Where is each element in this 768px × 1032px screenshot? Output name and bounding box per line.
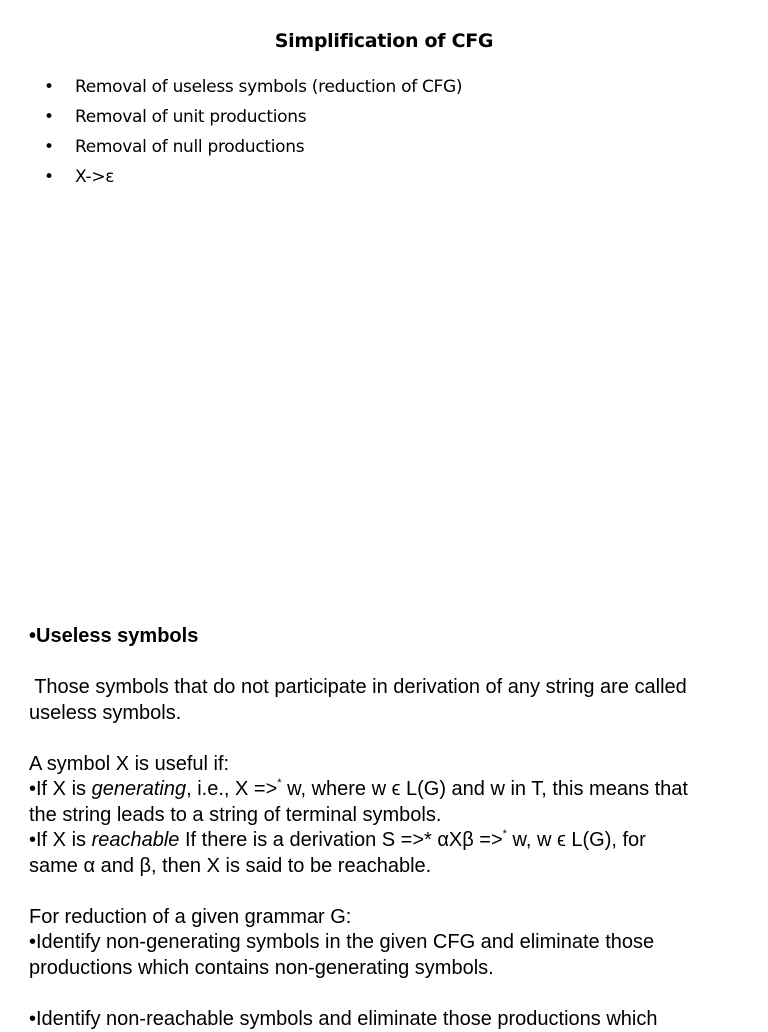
- generating-rest: w, where w ϵ L(G) and w in T, this means that: [282, 778, 688, 800]
- list-item: [44, 134, 462, 164]
- reduction-intro: For reduction of a given grammar G:: [29, 905, 749, 931]
- intro-line: useless symbols.: [29, 701, 749, 727]
- superscript-star: *: [503, 828, 507, 840]
- reachable-rest: w, w ϵ L(G), for: [507, 829, 646, 851]
- reachable-line: [29, 828, 749, 854]
- section-heading: •Useless symbols: [29, 624, 749, 650]
- list-item: [44, 164, 462, 194]
- superscript-star: *: [277, 777, 281, 789]
- list-item: [44, 74, 462, 104]
- bullet-icon: •: [44, 104, 75, 134]
- generating-prefix: •If X is: [29, 778, 92, 800]
- simplification-bullet-list: [44, 74, 462, 194]
- list-item-text: Removal of unit productions: [75, 104, 306, 134]
- generating-line: [29, 777, 749, 803]
- useful-intro: A symbol X is useful if:: [29, 752, 749, 778]
- step-line: •Identify non-reachable symbols and eliminate those productions which: [29, 1007, 749, 1032]
- step-line: productions which contains non-generating symbols.: [29, 956, 749, 982]
- list-item: [44, 104, 462, 134]
- reachable-prefix: •If X is: [29, 829, 92, 851]
- useless-symbols-section: [29, 624, 749, 1032]
- bullet-icon: •: [44, 164, 75, 194]
- list-item-text: Removal of null productions: [75, 134, 304, 164]
- generating-line-2: the string leads to a string of terminal symbols.: [29, 803, 749, 829]
- reachable-term: reachable: [92, 829, 180, 851]
- bullet-icon: •: [44, 134, 75, 164]
- spacer: [29, 650, 749, 676]
- reachable-mid: If there is a derivation S =>* αXβ =>: [179, 829, 502, 851]
- spacer: [29, 879, 749, 905]
- generating-term: generating: [92, 778, 187, 800]
- step-line: •Identify non-generating symbols in the given CFG and eliminate those: [29, 930, 749, 956]
- spacer: [29, 981, 749, 1007]
- list-item-text: X->ε: [75, 164, 114, 194]
- intro-line: Those symbols that do not participate in derivation of any string are called: [29, 675, 749, 701]
- list-item-text: Removal of useless symbols (reduction of CFG): [75, 74, 462, 104]
- generating-mid: , i.e., X =>: [186, 778, 277, 800]
- page-title: Simplification of CFG: [0, 30, 768, 52]
- spacer: [29, 726, 749, 752]
- reachable-line-2: same α and β, then X is said to be reachable.: [29, 854, 749, 880]
- bullet-icon: •: [44, 74, 75, 104]
